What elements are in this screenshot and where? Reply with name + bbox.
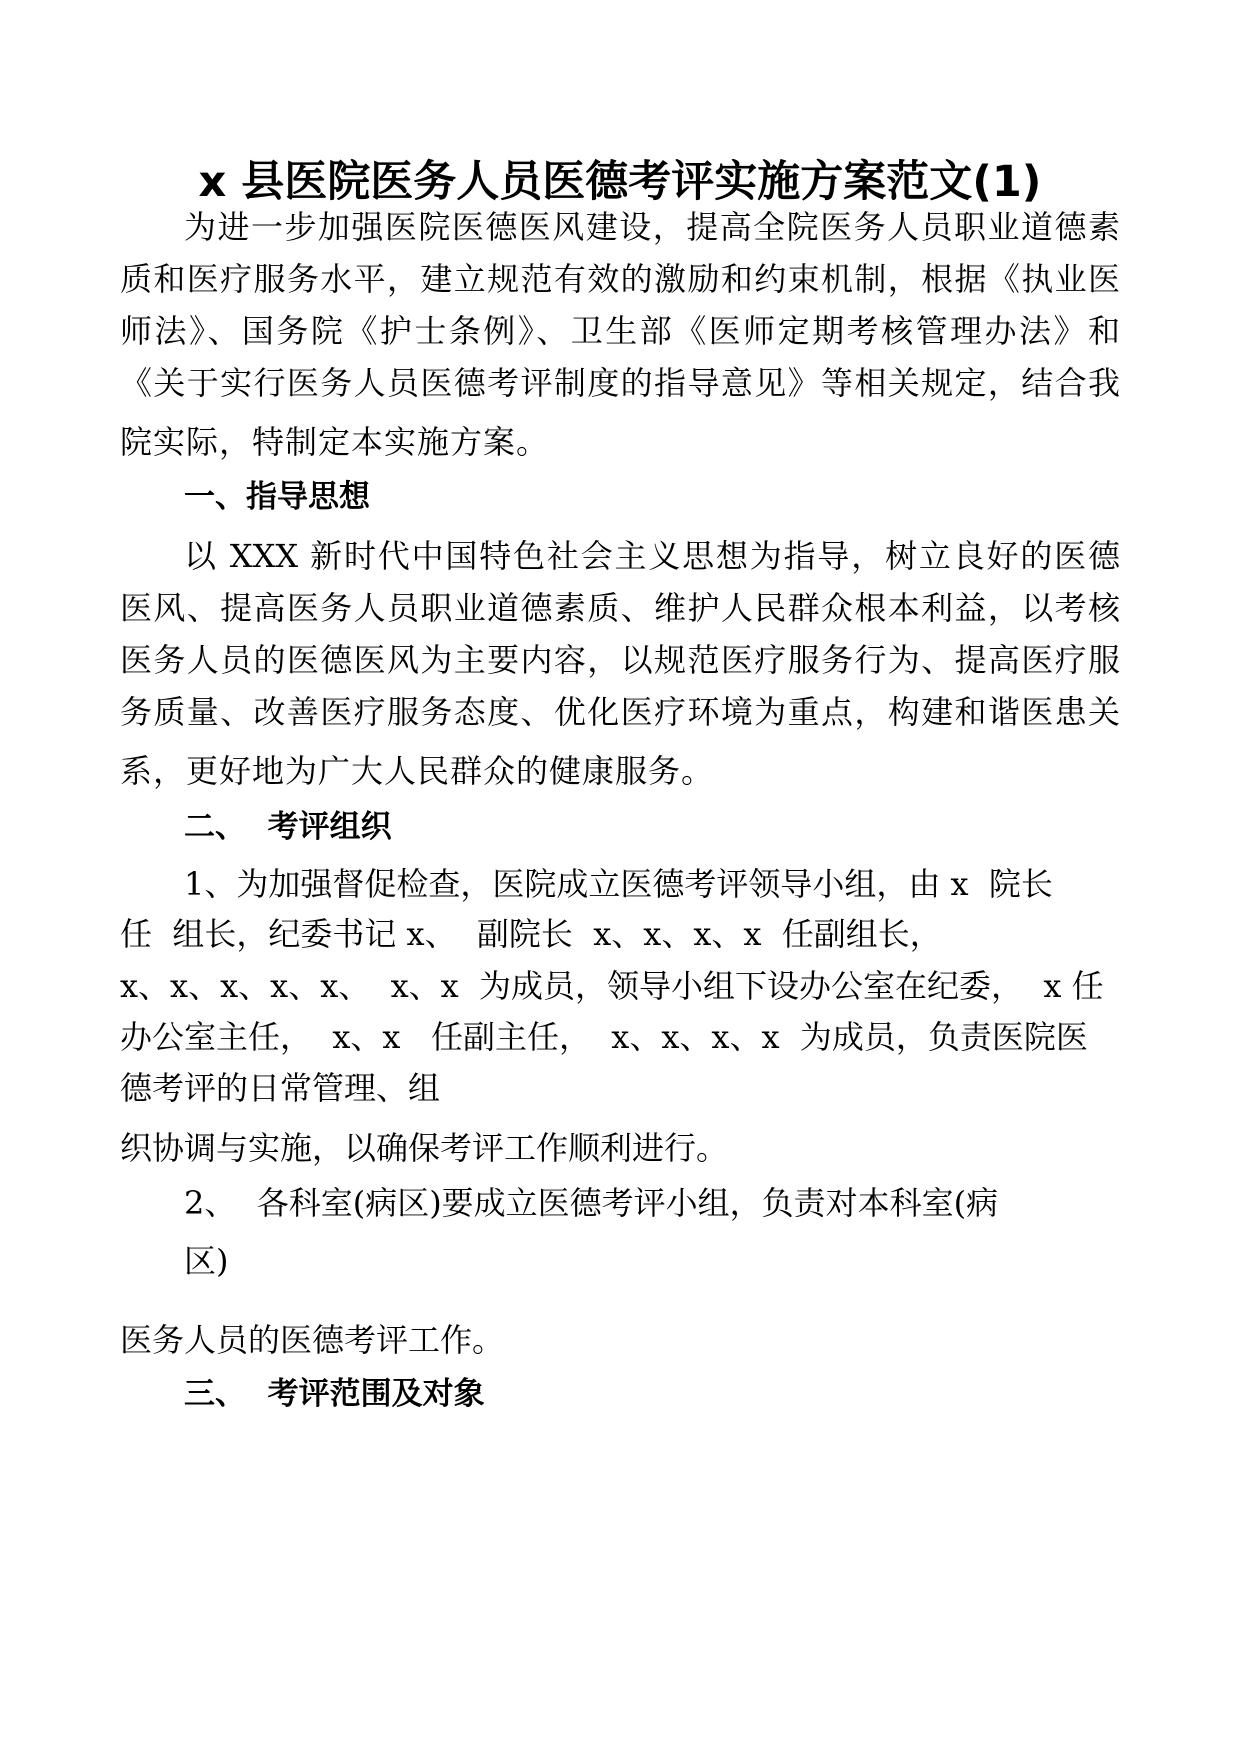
section1-line: 务质量、改善医疗服务态度、优化医疗环境为重点，构建和谐医患关 — [120, 693, 1120, 731]
intro-line: 为进一步加强医院医德医风建设，提高全院医务人员职业道德素 — [184, 208, 1120, 246]
section1-line: 医务人员的医德医风为主要内容，以规范医疗服务行为、提高医疗服 — [120, 641, 1120, 679]
document-title: x 县医院医务人员医德考评实施方案范文(1) — [198, 157, 1042, 207]
intro-line: 师法》、国务院《护士条例》、卫生部《医师定期考核管理办法》和 — [120, 312, 1120, 350]
section2-item1-line: 1、为加强督促检查，医院成立医德考评领导小组，由 x 院长 — [184, 865, 1053, 903]
section2-item1-line: 织协调与实施，以确保考评工作顺利进行。 — [120, 1129, 729, 1167]
section-heading-evaluation-scope: 三、 考评范围及对象 — [184, 1376, 485, 1412]
section2-item2-line: 区) — [184, 1242, 229, 1280]
section2-item2-line: 医务人员的医德考评工作。 — [120, 1321, 505, 1359]
section2-item1-line: 任 组长，纪委书记 x、 副院长 x、x、x、x 任副组长， — [120, 915, 942, 953]
intro-line: 《关于实行医务人员医德考评制度的指导意见》等相关规定，结合我 — [120, 364, 1120, 402]
section1-line: 医风、提高医务人员职业道德素质、维护人民群众根本利益，以考核 — [120, 589, 1120, 627]
intro-line: 院实际，特制定本实施方案。 — [120, 423, 550, 461]
section1-line: 以 XXX 新时代中国特色社会主义思想为指导，树立良好的医德 — [184, 537, 1120, 575]
section2-item1-line: x、x、x、x、x、 x、x 为成员，领导小组下设办公室在纪委， x 任 — [120, 967, 1104, 1005]
intro-line: 质和医疗服务水平，建立规范有效的激励和约束机制，根据《执业医 — [120, 260, 1120, 298]
section1-line: 系，更好地为广大人民群众的健康服务。 — [120, 752, 715, 790]
section2-item1-line: 办公室主任， x、x 任副主任， x、x、x、x 为成员，负责医院医 — [120, 1018, 1088, 1056]
section-heading-guiding-thought: 一、指导思想 — [184, 479, 370, 515]
section2-item1-line: 德考评的日常管理、组 — [120, 1069, 441, 1107]
section2-item2-line: 2、 各科室(病区)要成立医德考评小组，负责对本科室(病 — [184, 1184, 999, 1222]
section-heading-evaluation-organization: 二、 考评组织 — [184, 809, 392, 845]
